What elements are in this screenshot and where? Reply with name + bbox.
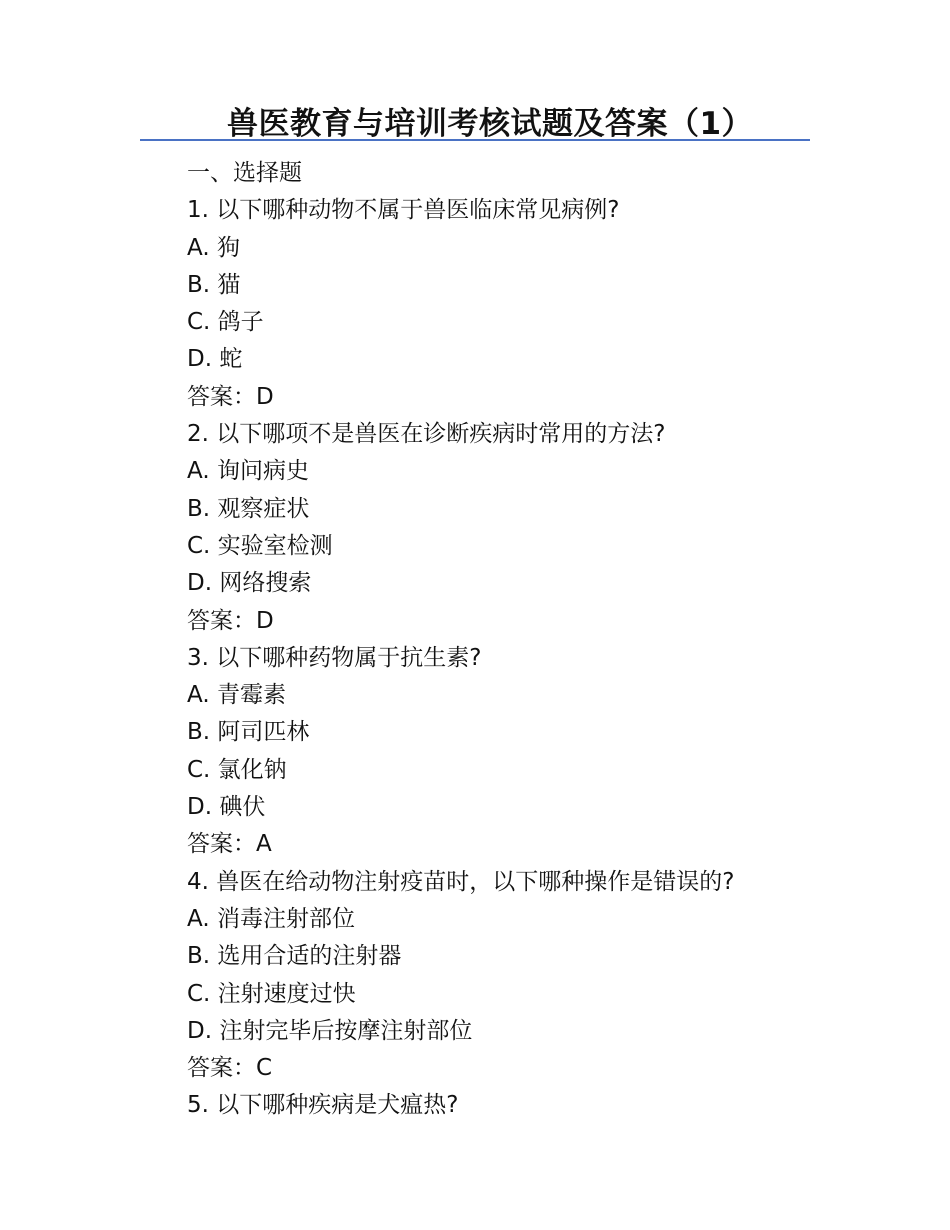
answer-text: 答案：D xyxy=(187,383,274,410)
question-text: 3. 以下哪种药物属于抗生素? xyxy=(187,644,482,671)
question-text: 5. 以下哪种疾病是犬瘟热? xyxy=(187,1092,459,1119)
question-block xyxy=(187,640,907,864)
answer-text: 答案：D xyxy=(187,607,274,634)
title-underline xyxy=(140,139,810,141)
document-body xyxy=(187,155,907,1125)
option-b: B. 阿司匹林 xyxy=(187,719,310,746)
question-text: 2. 以下哪项不是兽医在诊断疾病时常用的方法? xyxy=(187,421,666,448)
question-block xyxy=(187,416,907,640)
option-d: D. 蛇 xyxy=(187,346,243,373)
option-a: A. 狗 xyxy=(187,234,240,261)
option-b: B. 观察症状 xyxy=(187,495,310,522)
option-d: D. 注射完毕后按摩注射部位 xyxy=(187,1017,473,1044)
question-block xyxy=(187,1087,907,1124)
document-title: 兽医教育与培训考核试题及答案（1） xyxy=(226,106,754,142)
question-block xyxy=(187,864,907,1088)
answer-text: 答案：C xyxy=(187,1055,273,1082)
answer-text: 答案：A xyxy=(187,831,272,858)
section-heading: 一、选择题 xyxy=(187,160,302,186)
option-b: B. 选用合适的注射器 xyxy=(187,943,402,970)
option-a: A. 消毒注射部位 xyxy=(187,905,355,932)
option-b: B. 猫 xyxy=(187,271,241,298)
option-c: C. 鸽子 xyxy=(187,309,264,336)
question-block xyxy=(187,192,907,416)
option-d: D. 碘伏 xyxy=(187,794,266,821)
option-c: C. 氯化钠 xyxy=(187,756,287,783)
option-c: C. 实验室检测 xyxy=(187,532,333,559)
option-a: A. 询问病史 xyxy=(187,458,309,485)
question-text: 1. 以下哪种动物不属于兽医临床常见病例? xyxy=(187,197,620,224)
option-d: D. 网络搜索 xyxy=(187,570,312,597)
option-c: C. 注射速度过快 xyxy=(187,980,356,1007)
question-text: 4. 兽医在给动物注射疫苗时，以下哪种操作是错误的? xyxy=(187,868,735,895)
option-a: A. 青霉素 xyxy=(187,682,286,709)
